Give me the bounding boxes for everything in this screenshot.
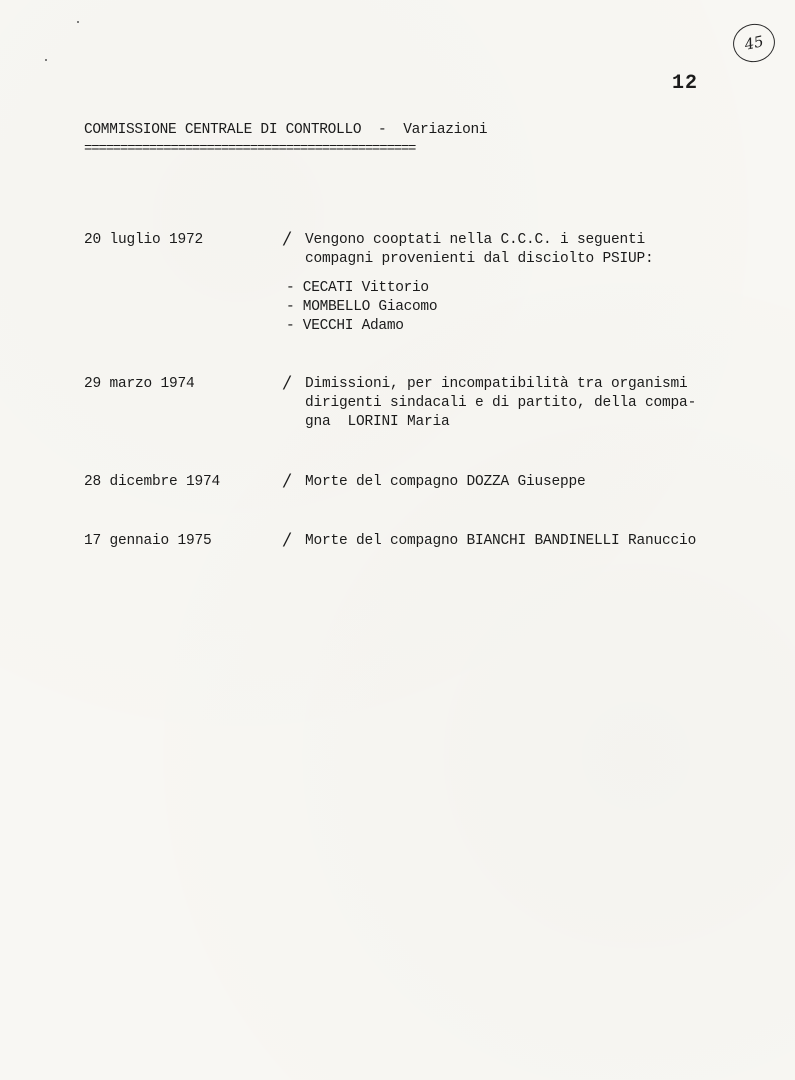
title-underline-rule: ============================================== [84, 142, 416, 156]
entry-text: Dimissioni, per incompatibilità tra organismi dirigenti sindacali e di partito, della compa- gna LORINI Maria [305, 376, 697, 430]
entry-check-mark: / [284, 530, 290, 550]
entry-date: 17 gennaio 1975 [84, 533, 212, 549]
paper-speck [45, 59, 47, 61]
entry-date: 28 dicembre 1974 [84, 474, 221, 490]
entry-check-mark: / [284, 471, 290, 491]
entry-date: 20 luglio 1972 [84, 232, 204, 248]
entry-text: Morte del compagno BIANCHI BANDINELLI Ranuccio [305, 533, 697, 549]
entry-date: 29 marzo 1974 [84, 376, 195, 392]
entry-text: Vengono cooptati nella C.C.C. i seguenti compagni provenienti dal disciolto PSIUP: [305, 232, 654, 267]
archive-number-stamp: 45 [730, 20, 779, 66]
document-title: COMMISSIONE CENTRALE DI CONTROLLO - Variazioni [84, 122, 488, 138]
entry-check-mark: / [284, 373, 290, 393]
list-item: - MOMBELLO Giacomo [286, 299, 438, 315]
coopted-members-list [286, 279, 437, 336]
entry-check-mark: / [284, 229, 290, 249]
list-item: - VECCHI Adamo [286, 318, 404, 334]
list-item: - CECATI Vittorio [286, 280, 429, 296]
paper-speck [77, 21, 79, 23]
page-number: 12 [672, 72, 699, 95]
entry-text: Morte del compagno DOZZA Giuseppe [305, 474, 586, 490]
